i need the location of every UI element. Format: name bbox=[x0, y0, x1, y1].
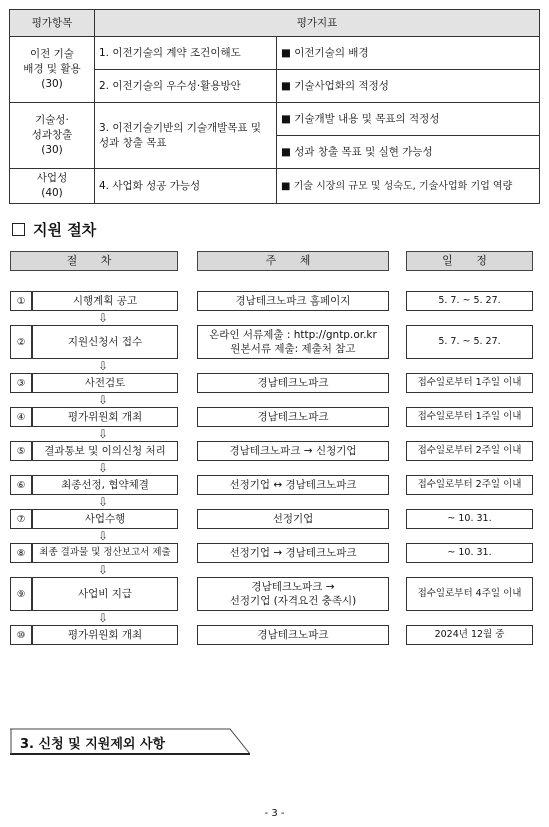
step-subject: 온라인 서류제출 : http://gntp.or.kr 원본서류 제출: 제출처 참고 bbox=[197, 325, 389, 359]
section-title: 지원 절차 bbox=[33, 221, 97, 239]
eval-detail: ■ 이전기술의 배경 bbox=[277, 37, 540, 70]
evaluation-table bbox=[9, 9, 540, 204]
step-subject: 경남테크노파크 → 신청기업 bbox=[197, 441, 389, 461]
step-schedule: 접수일로부터 2주일 이내 bbox=[406, 441, 533, 461]
step-schedule: ~ 10. 31. bbox=[406, 509, 533, 529]
header-indicator: 평가지표 bbox=[95, 10, 540, 37]
step-label: 결과통보 및 이의신청 처리 bbox=[32, 441, 178, 461]
table-row bbox=[10, 37, 540, 70]
eval-indicator: 3. 이전기술기반의 기술개발목표 및 성과 창출 목표 bbox=[95, 103, 277, 169]
step-schedule: 접수일로부터 2주일 이내 bbox=[406, 475, 533, 495]
header-item: 평가항목 bbox=[10, 10, 95, 37]
step-number: ⑦ bbox=[10, 509, 32, 529]
down-arrow-icon: ⇩ bbox=[97, 529, 109, 543]
square-bullet-icon bbox=[12, 223, 25, 236]
next-section-heading bbox=[10, 728, 250, 755]
step-number: ③ bbox=[10, 373, 32, 393]
step-subject: 선정기업 → 경남테크노파크 bbox=[197, 543, 389, 563]
step-subject: 경남테크노파크 홈페이지 bbox=[197, 291, 389, 311]
step-number: ④ bbox=[10, 407, 32, 427]
step-schedule: 접수일로부터 1주일 이내 bbox=[406, 373, 533, 393]
down-arrow-icon: ⇩ bbox=[97, 359, 109, 373]
down-arrow-icon: ⇩ bbox=[97, 311, 109, 325]
table-row bbox=[10, 169, 540, 204]
step-label: 시행계획 공고 bbox=[32, 291, 178, 311]
step-schedule: 2024년 12월 중 bbox=[406, 625, 533, 645]
eval-item: 이전 기술 배경 및 활용 (30) bbox=[10, 37, 95, 103]
step-subject: 경남테크노파크 bbox=[197, 625, 389, 645]
step-subject: 경남테크노파크 bbox=[197, 373, 389, 393]
step-label: 평가위원회 개최 bbox=[32, 625, 178, 645]
table-header-row bbox=[10, 10, 540, 37]
step-schedule: ~ 10. 31. bbox=[406, 543, 533, 563]
step-label: 최종 결과물 및 정산보고서 제출 bbox=[32, 543, 178, 563]
step-label: 사전검토 bbox=[32, 373, 178, 393]
step-subject: 선정기업 bbox=[197, 509, 389, 529]
eval-detail: ■ 기술개발 내용 및 목표의 적정성 bbox=[277, 103, 540, 136]
table-row bbox=[10, 103, 540, 136]
down-arrow-icon: ⇩ bbox=[97, 563, 109, 577]
step-label: 지원신청서 접수 bbox=[32, 325, 178, 359]
step-schedule: 접수일로부터 1주일 이내 bbox=[406, 407, 533, 427]
step-subject: 선정기업 ↔ 경남테크노파크 bbox=[197, 475, 389, 495]
down-arrow-icon: ⇩ bbox=[97, 393, 109, 407]
eval-item: 사업성 (40) bbox=[10, 169, 95, 204]
down-arrow-icon: ⇩ bbox=[97, 611, 109, 625]
page-number: - 3 - bbox=[264, 808, 285, 819]
eval-indicator: 4. 사업화 성공 가능성 bbox=[95, 169, 277, 204]
eval-detail: ■ 기술 시장의 규모 및 성숙도, 기술사업화 기업 역량 bbox=[277, 169, 540, 204]
down-arrow-icon: ⇩ bbox=[97, 461, 109, 475]
down-arrow-icon: ⇩ bbox=[97, 495, 109, 509]
eval-indicator: 2. 이전기술의 우수성·활용방안 bbox=[95, 70, 277, 103]
step-number: ① bbox=[10, 291, 32, 311]
eval-indicator: 1. 이전기술의 계약 조건이해도 bbox=[95, 37, 277, 70]
step-label: 평가위원회 개최 bbox=[32, 407, 178, 427]
down-arrow-icon: ⇩ bbox=[97, 427, 109, 441]
eval-item: 기술성· 성과창출 (30) bbox=[10, 103, 95, 169]
step-subject: 경남테크노파크 bbox=[197, 407, 389, 427]
step-number: ② bbox=[10, 325, 32, 359]
step-number: ⑧ bbox=[10, 543, 32, 563]
next-section-title: 3. 신청 및 지원제외 사항 bbox=[20, 737, 166, 752]
step-number: ⑨ bbox=[10, 577, 32, 611]
step-number: ⑩ bbox=[10, 625, 32, 645]
step-number: ⑤ bbox=[10, 441, 32, 461]
step-label: 사업수행 bbox=[32, 509, 178, 529]
eval-detail: ■ 성과 창출 목표 및 실현 가능성 bbox=[277, 136, 540, 169]
step-subject: 경남테크노파크 → 선정기업 (자격요건 충족시) bbox=[197, 577, 389, 611]
section-heading bbox=[12, 219, 96, 240]
step-label: 사업비 지급 bbox=[32, 577, 178, 611]
step-number: ⑥ bbox=[10, 475, 32, 495]
header-step: 절 차 bbox=[10, 251, 178, 271]
step-schedule: 5. 7. ~ 5. 27. bbox=[406, 291, 533, 311]
header-schedule: 일 정 bbox=[406, 251, 533, 271]
step-schedule: 접수일로부터 4주일 이내 bbox=[406, 577, 533, 611]
step-schedule: 5. 7. ~ 5. 27. bbox=[406, 325, 533, 359]
eval-detail: ■ 기술사업화의 적정성 bbox=[277, 70, 540, 103]
step-label: 최종선정, 협약체결 bbox=[32, 475, 178, 495]
header-subject: 주 체 bbox=[197, 251, 389, 271]
